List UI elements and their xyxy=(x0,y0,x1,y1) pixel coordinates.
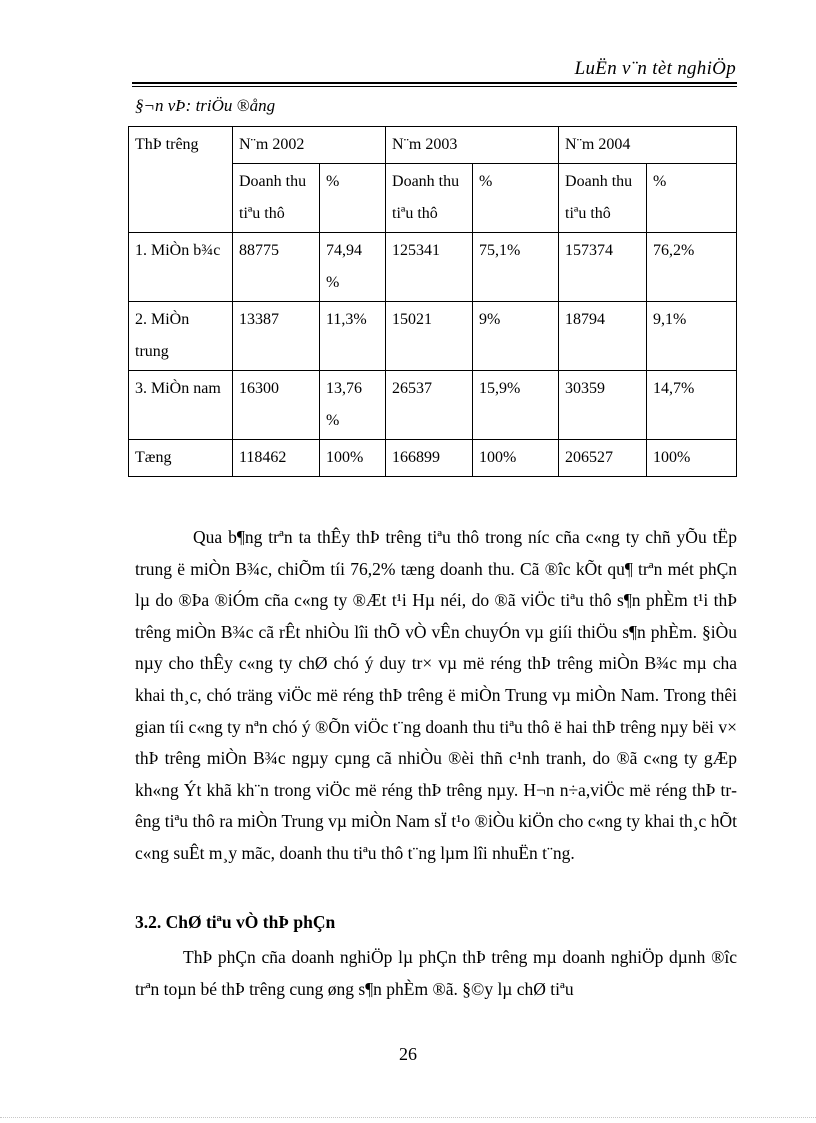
year-header-2003: N¨m 2003 xyxy=(386,127,559,164)
running-header-title: LuËn v¨n tèt nghiÖp xyxy=(574,58,736,79)
year-header-2002: N¨m 2002 xyxy=(233,127,386,164)
table-cell: 100% xyxy=(320,440,386,477)
body-paragraph: Qua b¶ng trªn ta thÊy thÞ trêng tiªu thô trong níc cña c«ng ty chñ yÕu tËp trung ë miÒn B¾c, chiÕm tíi 76,2% tæng doanh thu. Cã ®îc kÕt qu¶ trªn mét phÇn lµ do ®Þa ®iÓm cña c«ng ty ®Æt t¹i Hµ néi, do ®ã viÖc tiªu thô s¶n phÈm t¹i thÞ trêng miÒn B¾c cã rÊt nhiÒu lîi thÕ vÒ vÊn chuyÓn vµ giíi thiÖu s¶n phÈm. §iÒu nµy cho thÊy c«ng ty chØ chó ý duy tr× vµ më réng thÞ trêng miÒn B¾c mµ cha khai th¸c, chó träng viÖc më réng thÞ trêng ë miÒn Trung vµ miÒn Nam. Trong thêi gian tíi c«ng ty nªn chó ý ®Õn viÖc t¨ng doanh thu tiªu thô ë hai thÞ trêng nµy bëi v× thÞ trêng miÒn B¾c ngµy cµng cã nhiÒu ®èi thñ c¹nh tranh, do ®ã c«ng ty gÆp kh«ng Ýt khã kh¨n trong viÖc më réng thÞ trêng nµy. H¬n n÷a,viÖc më réng thÞ trêng tiªu thô ra miÒn Trung vµ miÒn Nam sÏ t¹o ®iÒu kiÖn cho c«ng ty khai th¸c hÕt c«ng suÊt m¸y mãc, doanh thu tiªu thô t¨ng lµm lîi nhuËn t¨ng. xyxy=(135,527,737,863)
table-corner-cell: ThÞ trêng xyxy=(129,127,233,233)
subheader-revenue: Doanh thu tiªu thô xyxy=(559,164,647,233)
table-row xyxy=(129,302,737,371)
table-cell: 166899 xyxy=(386,440,473,477)
table-cell: 30359 xyxy=(559,371,647,440)
subheader-revenue: Doanh thu tiªu thô xyxy=(233,164,320,233)
table-cell: 15021 xyxy=(386,302,473,371)
year-header-2004: N¨m 2004 xyxy=(559,127,737,164)
table-header-row xyxy=(129,127,737,164)
table-cell: 15,9% xyxy=(473,371,559,440)
table-cell: 13387 xyxy=(233,302,320,371)
table-cell: 9,1% xyxy=(647,302,737,371)
table-cell: 206527 xyxy=(559,440,647,477)
table-total-row xyxy=(129,440,737,477)
table-cell: 100% xyxy=(647,440,737,477)
table-row xyxy=(129,233,737,302)
table-cell: 11,3% xyxy=(320,302,386,371)
subheader-revenue: Doanh thu tiªu thô xyxy=(386,164,473,233)
row-label: 3. MiÒn nam xyxy=(129,371,233,440)
subheader-percent: % xyxy=(647,164,737,233)
table-cell: 13,76 % xyxy=(320,371,386,440)
header-rule-thick xyxy=(132,82,737,84)
table-cell: 88775 xyxy=(233,233,320,302)
table-cell: 74,94 % xyxy=(320,233,386,302)
table-cell: 9% xyxy=(473,302,559,371)
header-rule-thin xyxy=(132,86,737,87)
row-label: 2. MiÒn trung xyxy=(129,302,233,371)
table-cell: 75,1% xyxy=(473,233,559,302)
page-number: 26 xyxy=(399,1044,417,1064)
row-label: 1. MiÒn b¾c xyxy=(129,233,233,302)
row-label: Tæng xyxy=(129,440,233,477)
table-cell: 100% xyxy=(473,440,559,477)
table-cell: 118462 xyxy=(233,440,320,477)
table-cell: 14,7% xyxy=(647,371,737,440)
page-bottom-divider xyxy=(0,1117,816,1118)
table-cell: 125341 xyxy=(386,233,473,302)
section-heading: 3.2. ChØ tiªu vÒ thÞ phÇn xyxy=(135,912,336,932)
market-revenue-table xyxy=(128,126,737,477)
table-cell: 18794 xyxy=(559,302,647,371)
subheader-percent: % xyxy=(473,164,559,233)
table-cell: 76,2% xyxy=(647,233,737,302)
table-unit-caption: §¬n vÞ: triÖu ®ång xyxy=(135,96,276,115)
subheader-percent: % xyxy=(320,164,386,233)
table-cell: 16300 xyxy=(233,371,320,440)
body-paragraph: ThÞ phÇn cña doanh nghiÖp lµ phÇn thÞ trêng mµ doanh nghiÖp dµnh ®îc trªn toµn bé thÞ trêng cung øng s¶n phÈm ®ã. §©y lµ chØ tiªu xyxy=(135,947,737,999)
table-row xyxy=(129,371,737,440)
table-cell: 26537 xyxy=(386,371,473,440)
table-cell: 157374 xyxy=(559,233,647,302)
